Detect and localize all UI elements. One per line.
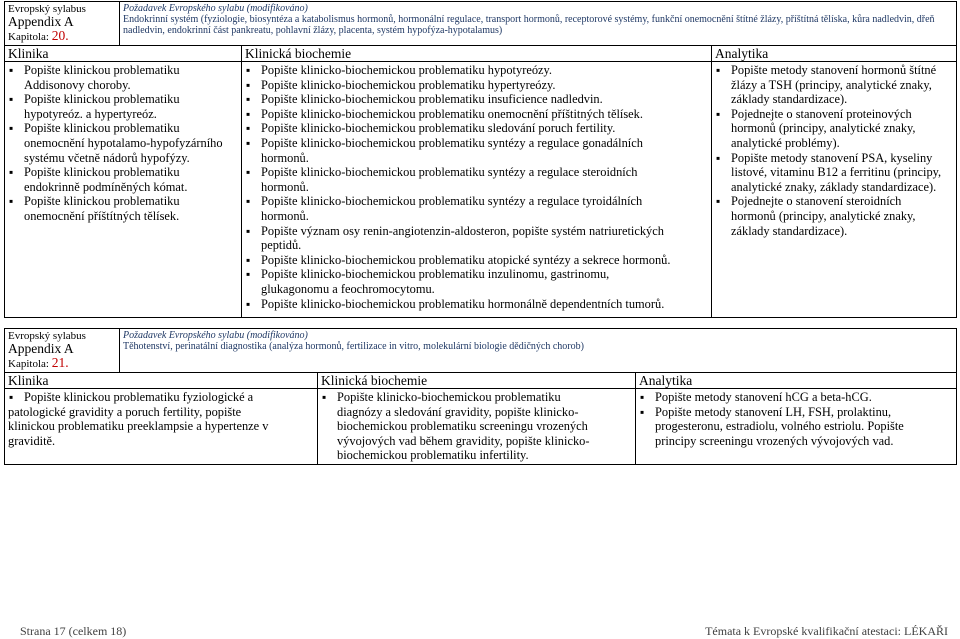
list-item: hormonů (principy, analytické znaky, (731, 208, 916, 223)
list-item: ▪ Popište metody stanovení PSA, kyseliny (715, 151, 953, 166)
list-item: glukagonomu a feochromocytomu. (261, 281, 435, 296)
biochemie-list-cell (242, 62, 712, 318)
list-item: žlázy a TSH (principy, analytické znaky, (731, 77, 932, 92)
column-heading-klinika: Klinika (5, 373, 318, 389)
list-item: ▪ Popište klinickou problematiku (8, 63, 238, 78)
chapter-number: 21. (51, 355, 69, 370)
analytika-list (715, 63, 953, 238)
chapter-number: 20. (51, 28, 69, 43)
list-item: ▪ Popište klinicko-biochemickou problematiku sledování poruch fertility. (245, 121, 708, 136)
column-heading-biochemie: Klinická biochemie (242, 46, 712, 62)
syllabus-label: Evropský sylabus (8, 330, 86, 342)
requirement-text: Těhotenství, perinatální diagnostika (analýza hormonů, fertilizace in vitro, molekulární biologie dědičných chorob) (123, 341, 584, 352)
list-item: listové, vitaminu B12 a ferritinu (principy, (731, 165, 942, 180)
biochemie-list-cell (318, 389, 636, 465)
list-item: ▪ Popište klinicko-biochemickou problematiku atopické syntézy a sekrece hormonů. (245, 253, 708, 268)
appendix-label: Appendix A (8, 14, 74, 29)
list-item: vývojových vad během gravidity, popište klinicko- (337, 433, 590, 448)
biochemie-list (245, 63, 708, 311)
list-item: biochemickou problematiku infertility. (337, 448, 529, 463)
list-item: klinickou problematiku preeklampsie a hypertenze v (8, 419, 269, 434)
klinika-list-cell (5, 62, 242, 318)
list-item: diagnózy a sledování gravidity, popište klinicko- (337, 404, 579, 419)
list-item: hormonů. (261, 179, 309, 194)
list-item: hormonů. (261, 208, 309, 223)
list-item: biochemickou problematiku screeningu vrozených (337, 419, 588, 434)
list-item: onemocnění hypotalamo-hypofyzárního (24, 135, 223, 150)
list-item: ▪ Popište klinicko-biochemickou problematiku syntézy a regulace tyroidálních (245, 194, 708, 209)
list-item: principy screeningu vrozených vývojových vad. (655, 433, 894, 448)
chapter-label: Kapitola: 21. (8, 355, 69, 370)
list-item: ▪ Popište klinicko-biochemickou problematiku syntézy a regulace gonadálních (245, 136, 708, 151)
list-item: analytické znaky, základy standardizace). (731, 179, 937, 194)
list-item: ▪ Popište klinickou problematiku fyziologické a (8, 390, 314, 405)
requirement-title: Požadavek Evropského sylabu (modifikováno) (123, 330, 308, 341)
analytika-list-cell (712, 62, 957, 318)
list-item: ▪ Popište klinicko-biochemickou problematiku onemocnění příštitných tělísek. (245, 107, 708, 122)
list-item: progesteronu, estradiolu, volného estriolu. Popište (655, 419, 904, 434)
syllabus-cell (5, 329, 120, 373)
section-kapitola-21 (4, 328, 957, 465)
analytika-list (639, 390, 953, 448)
chapter-label: Kapitola: 20. (8, 28, 69, 43)
requirement-cell (120, 329, 957, 373)
list-item: ▪ Popište klinickou problematiku (8, 194, 238, 209)
list-item: ▪ Popište klinicko-biochemickou problematiku hormonálně dependentních tumorů. (245, 297, 708, 312)
requirement-cell (120, 2, 957, 46)
list-item: analytické problémy). (731, 135, 840, 150)
section-kapitola-20 (4, 1, 957, 318)
list-item: ▪ Popište klinicko-biochemickou problematiku insuficience nadledvin. (245, 92, 708, 107)
list-item: graviditě. (8, 433, 56, 448)
requirement-text: Endokrinní systém (fyziologie, biosyntéza a katabolismus hormonů, hormonální regulace, transport hormonů, receptorové systémy, funkční onemocnění štítné žlázy, příštítná tělíska, kůra nadledvin, dřeň nadledvin, endokrinní část pankreatu, pohlavní žlázy, placenta, systém hypofýza-hypotalamus) (123, 14, 935, 36)
list-item: patologické gravidity a poruch fertility, popište (8, 404, 242, 419)
list-item: ▪ Popište klinickou problematiku (8, 121, 238, 136)
list-item: peptidů. (261, 238, 302, 253)
list-item: základy standardizace). (731, 223, 848, 238)
column-heading-analytika: Analytika (636, 373, 957, 389)
list-item: hormonů (principy, analytické znaky, (731, 121, 916, 136)
list-item: ▪ Pojednejte o stanovení proteinových (715, 107, 953, 122)
list-item: systému včetně nádorů hypofýzy. (24, 150, 190, 165)
biochemie-list (321, 390, 632, 463)
column-heading-klinika: Klinika (5, 46, 242, 62)
list-item: ▪ Pojednejte o stanovení steroidních (715, 194, 953, 209)
list-item: ▪ Popište klinicko-biochemickou problematiku syntézy a regulace steroidních (245, 165, 708, 180)
list-item: ▪ Popište význam osy renin-angiotenzin-aldosteron, popište systém natriuretických (245, 224, 708, 239)
list-item: ▪ Popište metody stanovení LH, FSH, prolaktinu, (639, 405, 953, 420)
analytika-list-cell (636, 389, 957, 465)
requirement-title: Požadavek Evropského sylabu (modifikováno) (123, 3, 308, 14)
list-item: ▪ Popište klinicko-biochemickou problematiku hypertyreózy. (245, 78, 708, 93)
syllabus-label: Evropský sylabus (8, 3, 86, 15)
appendix-label: Appendix A (8, 341, 74, 356)
klinika-list-cell (5, 389, 318, 465)
list-item: hypotyreóz. a hypertyreóz. (24, 106, 157, 121)
column-heading-biochemie: Klinická biochemie (318, 373, 636, 389)
footer-title: Témata k Evropské kvalifikační atestaci: LÉKAŘI (705, 624, 948, 638)
list-item: ▪ Popište klinickou problematiku (8, 165, 238, 180)
list-item: hormonů. (261, 150, 309, 165)
list-item: endokrinně podmíněných kómat. (24, 179, 188, 194)
list-item: ▪ Popište klinicko-biochemickou problematiku inzulinomu, gastrinomu, (245, 267, 708, 282)
list-item: ▪ Popište klinicko-biochemickou problematiku (321, 390, 632, 405)
list-item: Addisonovy choroby. (24, 77, 131, 92)
klinika-list (8, 390, 314, 448)
page-number: Strana 17 (celkem 18) (20, 624, 127, 638)
list-item: ▪ Popište metody stanovení hormonů štítné (715, 63, 953, 78)
list-item: ▪ Popište metody stanovení hCG a beta-hCG. (639, 390, 953, 405)
list-item: základy standardizace). (731, 92, 848, 107)
list-item: ▪ Popište klinickou problematiku (8, 92, 238, 107)
list-item: onemocnění příštítných tělísek. (24, 208, 180, 223)
klinika-list (8, 63, 238, 224)
list-item: ▪ Popište klinicko-biochemickou problematiku hypotyreózy. (245, 63, 708, 78)
column-heading-analytika: Analytika (712, 46, 957, 62)
syllabus-cell (5, 2, 120, 46)
